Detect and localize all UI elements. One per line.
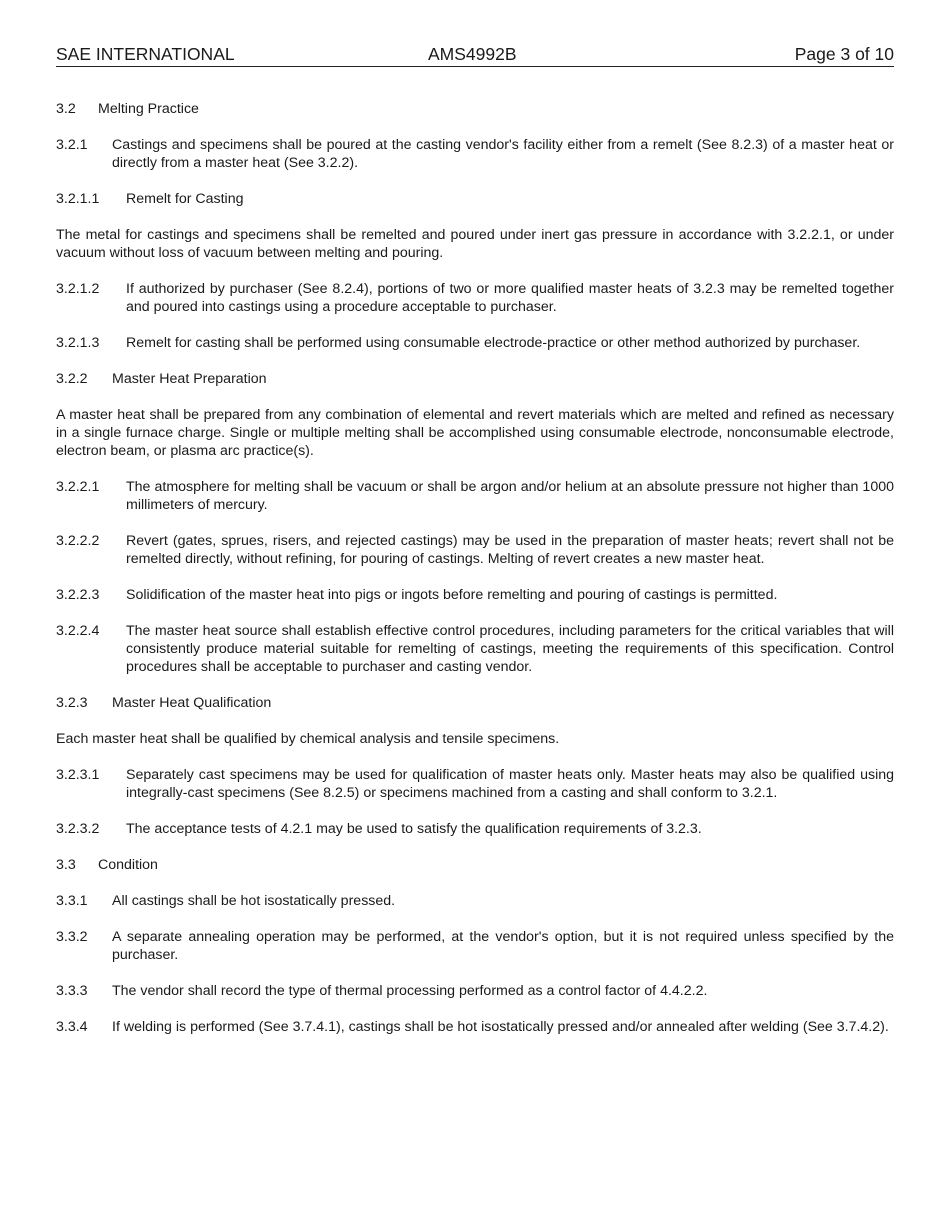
clause-number: 3.3.3 (56, 983, 88, 999)
section-heading (56, 856, 894, 874)
document-body (56, 100, 894, 1036)
clause-text: The master heat source shall establish effective control procedures, including parameters for the critical variables that will consistently produce material suitable for remelting of castings, meeting the requirements of this specification. Control procedures shall be acceptable to purchaser and casting vendor. (126, 623, 894, 675)
clause-text: A separate annealing operation may be performed, at the vendor's option, but it is not required unless specified by the purchaser. (112, 929, 894, 963)
document-page (56, 44, 894, 1054)
subsection-heading (56, 370, 894, 388)
clause-text: If authorized by purchaser (See 8.2.4), portions of two or more qualified master heats of 3.2.3 may be remelted together and poured into castings using a procedure acceptable to purchaser. (126, 281, 894, 315)
clause-number: 3.2.2.2 (56, 533, 100, 549)
clause-number: 3.3.1 (56, 893, 88, 909)
header-document-number: AMS4992B (428, 44, 517, 64)
clause (56, 532, 894, 568)
clause-number: 3.2.2.3 (56, 587, 100, 603)
clause-number: 3.2.2.4 (56, 623, 100, 639)
clause (56, 280, 894, 316)
clause-number: 3.2.1.3 (56, 335, 100, 351)
section-heading (56, 100, 894, 118)
clause-number: 3.2.1.2 (56, 281, 100, 297)
section-title: Melting Practice (98, 101, 199, 117)
section-title: Remelt for Casting (126, 191, 244, 207)
clause-number: 3.2.1 (56, 137, 88, 153)
clause-text: Castings and specimens shall be poured at the casting vendor's facility either from a remelt (See 8.2.3) of a master heat or directly from a master heat (See 3.2.2). (112, 137, 894, 171)
paragraph: The metal for castings and specimens shall be remelted and poured under inert gas pressure in accordance with 3.2.2.1, or under vacuum without loss of vacuum between melting and pouring. (56, 227, 894, 261)
clause-text: All castings shall be hot isostatically pressed. (112, 893, 396, 909)
section-number: 3.2.3 (56, 695, 88, 711)
clause (56, 478, 894, 514)
header-page-number: Page 3 of 10 (794, 44, 894, 64)
clause-text: Solidification of the master heat into pigs or ingots before remelting and pouring of castings is permitted. (126, 587, 778, 603)
section-number: 3.2.2 (56, 371, 88, 387)
paragraph: A master heat shall be prepared from any combination of elemental and revert materials which are melted and refined as necessary in a single furnace charge. Single or multiple melting shall be accomplished using consumable electrode, nonconsumable electrode, electron beam, or plasma arc practice(s). (56, 407, 894, 459)
clause (56, 1018, 894, 1036)
section-title: Master Heat Qualification (112, 695, 272, 711)
clause-text: The vendor shall record the type of thermal processing performed as a control factor of 4.4.2.2. (112, 983, 708, 999)
clause-text: Remelt for casting shall be performed using consumable electrode-practice or other method authorized by purchaser. (126, 335, 861, 351)
clause-text: If welding is performed (See 3.7.4.1), castings shall be hot isostatically pressed and/or annealed after welding (See 3.7.4.2). (112, 1019, 889, 1035)
section-title: Condition (98, 857, 158, 873)
clause-text: Revert (gates, sprues, risers, and rejected castings) may be used in the preparation of master heats; revert shall not be remelted directly, without refining, for pouring of castings. Melting of revert creates a new master heat. (126, 533, 894, 567)
clause-number: 3.3.4 (56, 1019, 88, 1035)
subsection-heading (56, 694, 894, 712)
page-header (56, 44, 894, 67)
clause (56, 136, 894, 172)
clause (56, 928, 894, 964)
subsection-heading (56, 190, 894, 208)
clause (56, 622, 894, 676)
clause (56, 334, 894, 352)
clause-text: The acceptance tests of 4.2.1 may be used to satisfy the qualification requirements of 3.2.3. (126, 821, 702, 837)
clause (56, 586, 894, 604)
clause-number: 3.2.2.1 (56, 479, 100, 495)
header-organization: SAE INTERNATIONAL (56, 44, 235, 64)
clause-text: Separately cast specimens may be used for qualification of master heats only. Master heats may also be qualified using integrally-cast specimens (See 8.2.5) or specimens machined from a casting and shall conform to 3.2.1. (126, 767, 894, 801)
clause-number: 3.3.2 (56, 929, 88, 945)
clause-text: The atmosphere for melting shall be vacuum or shall be argon and/or helium at an absolute pressure not higher than 1000 millimeters of mercury. (126, 479, 894, 513)
clause (56, 820, 894, 838)
clause (56, 892, 894, 910)
section-title: Master Heat Preparation (112, 371, 267, 387)
section-number: 3.2 (56, 101, 76, 117)
section-number: 3.3 (56, 857, 76, 873)
clause (56, 982, 894, 1000)
clause-number: 3.2.3.2 (56, 821, 100, 837)
paragraph: Each master heat shall be qualified by chemical analysis and tensile specimens. (56, 731, 560, 747)
section-number: 3.2.1.1 (56, 191, 100, 207)
clause (56, 766, 894, 802)
clause-number: 3.2.3.1 (56, 767, 100, 783)
